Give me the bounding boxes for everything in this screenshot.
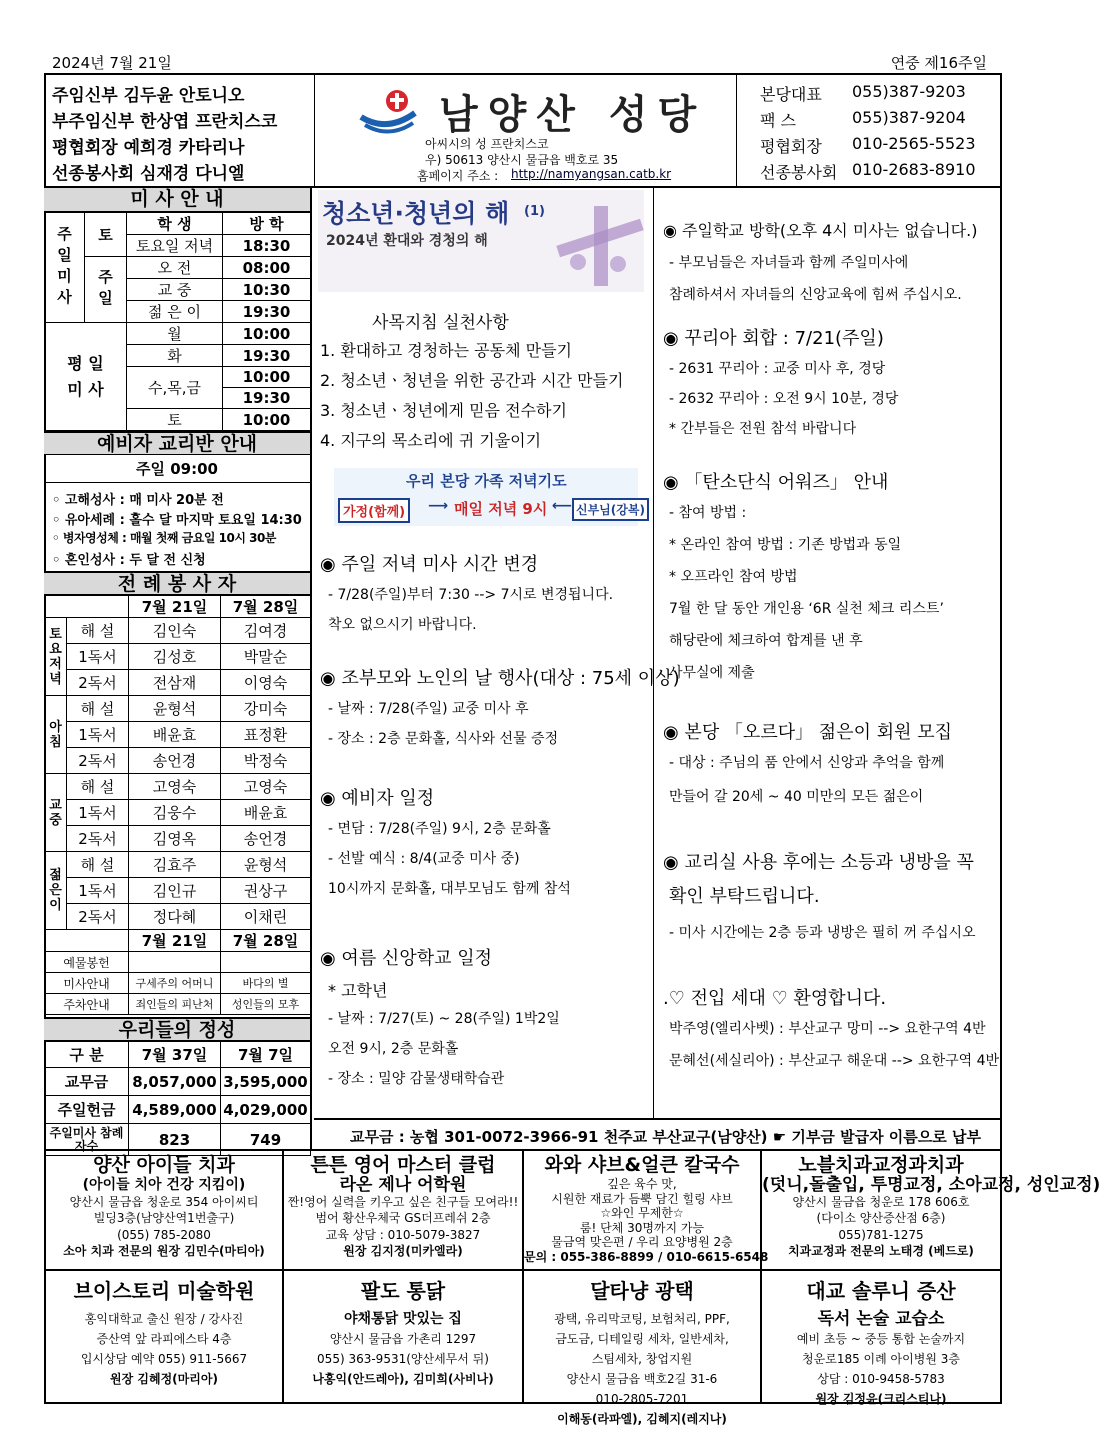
notice-line: - 대상 : 주님의 품 안에서 신앙과 추억을 함께: [669, 755, 945, 771]
guideline-item: 1. 환대하고 경청하는 공동체 만들기: [320, 341, 572, 360]
sacrament-note: ◦ 병자영성체 : 매월 첫째 금요일 10시 30분: [52, 531, 276, 545]
ad-line: 팔도 통닭: [360, 1279, 446, 1303]
server-date: 7월 21일: [129, 930, 221, 952]
ad-line: 양산시 물금읍 백호2길 31-6: [566, 1372, 718, 1386]
ad-line: 055) 363-9531(양산세무서 뒤): [317, 1352, 489, 1366]
weekday-name: 화: [127, 345, 223, 367]
ad-line: 와와 샤브&얼큰 칼국수: [544, 1154, 740, 1176]
middle-column: [314, 188, 680, 1118]
mass-table: [44, 212, 311, 431]
arrow-right-icon: ⟶: [428, 498, 449, 514]
ad-line: 원장 김정윤(크리스티나): [815, 1392, 947, 1406]
notice-line: 7월 한 달 동안 개인용 ‘6R 실천 체크 리스트’: [669, 601, 944, 617]
ad-line: 짠!영어 실력을 키우고 싶은 친구들 모여라!!: [287, 1194, 519, 1209]
arrow-left-icon: ⟵: [552, 498, 573, 514]
mass-time: 19:30: [223, 301, 311, 323]
ad-block: [762, 1271, 1000, 1406]
contact-list: [738, 75, 1000, 186]
ad-line: 라온 제나 어학원: [339, 1175, 467, 1195]
notice-heading: ◉ 여름 신앙학교 일정: [320, 948, 492, 969]
notice-line: 확인 부탁드립니다.: [669, 886, 820, 907]
left-column: [44, 188, 312, 1153]
ad-block: [284, 1271, 522, 1389]
contact-label: 본당대표: [760, 85, 822, 104]
ad-line: 010-2805-7201: [595, 1392, 689, 1406]
catechumen-title: 예비자 교리반 안내: [44, 431, 310, 455]
ad-line: 튼튼 영어 마스터 클럽: [310, 1154, 496, 1176]
server-name: 권상구: [221, 878, 311, 904]
notice-line: - 부모님들은 자녀들과 함께 주일미사에: [669, 255, 909, 271]
ad-block: [46, 1151, 282, 1269]
server-role: 1독서: [67, 800, 129, 826]
service-role: 미사안내: [45, 973, 129, 994]
offering-value: 8,057,000: [129, 1068, 221, 1096]
ad-line: ☆와인 무제한☆: [600, 1206, 684, 1220]
ad-line: 브이스토리 미술학원: [73, 1279, 255, 1303]
service-name: 구세주의 어머니: [129, 973, 221, 994]
ad-line: 소아 치과 전문의 원장 김민수(마티아): [63, 1244, 265, 1258]
prayer-title: 우리 본당 가족 저녁기도: [406, 472, 567, 490]
ad-line: 교육 상담 : 010-5079-3827: [325, 1227, 481, 1242]
mass-name: 교 중: [127, 279, 223, 301]
notice-line: 참례하셔서 자녀들의 신앙교육에 힘써 주십시오.: [669, 287, 962, 303]
notice-heading: ◉ 교리실 사용 후에는 소등과 냉방을 꼭: [663, 852, 974, 873]
guidelines-title: 사목지침 실천사항: [372, 313, 509, 333]
contact-label: 선종봉사회: [760, 163, 838, 182]
notice-line: 착오 없으시기 바랍니다.: [328, 617, 477, 633]
saturday-label: 토: [85, 213, 127, 257]
notice-line: 해당란에 체크하여 합계를 낸 후: [669, 633, 863, 649]
ad-line: 예비 초등 ~ 중등 통합 논술까지: [796, 1332, 966, 1346]
server-name: 김영옥: [129, 826, 221, 852]
ad-line: 깊은 육수 맛,: [607, 1177, 677, 1191]
contact-phone: 055)387-9204: [852, 108, 966, 127]
server-role: 2독서: [67, 670, 129, 696]
server-date: 7월 28일: [221, 930, 311, 952]
server-role: 2독서: [67, 748, 129, 774]
notice-line: - 날짜 : 7/28(주일) 교중 미사 후: [328, 701, 529, 717]
server-role: 해 설: [67, 774, 129, 800]
church-name: 남양산 성당: [439, 92, 707, 138]
ads-section: [44, 1151, 1100, 1426]
offering-value: 823: [129, 1124, 221, 1156]
server-group-label: 토요저녁: [45, 618, 67, 696]
server-role: 2독서: [67, 904, 129, 930]
mass-name: 젊 은 이: [127, 301, 223, 323]
server-name: 김여경: [221, 618, 311, 644]
contact-phone: 010-2683-8910: [852, 160, 976, 179]
ad-line: 광택, 유리막코팅, 보험처리, PPF,: [554, 1312, 730, 1326]
server-role: 1독서: [67, 722, 129, 748]
mass-time: 10:30: [223, 279, 311, 301]
notice-heading: ◉ 조부모와 노인의 날 행사(대상 : 75세 이상): [320, 668, 680, 689]
ad-line: 달타냥 광택: [590, 1279, 694, 1303]
servers-table: [44, 595, 311, 1015]
offering-value: 4,029,000: [221, 1096, 311, 1124]
notice-line: 10시까지 문화홀, 대부모님도 함께 참석: [328, 881, 571, 897]
server-group-label: 아침: [45, 696, 67, 774]
staff-list: [46, 75, 314, 186]
notice-heading: ◉ 예비자 일정: [320, 788, 435, 809]
ad-line: 홍익대학교 출신 원장 / 강사진: [84, 1312, 244, 1326]
ad-line: 증산역 앞 라피에스타 4층: [96, 1332, 232, 1346]
weekday-time: 19:30: [223, 388, 311, 409]
weekday-mass-label: 평 일 미 사: [45, 323, 127, 431]
offering-col: 구 분: [45, 1042, 129, 1068]
service-name: 바다의 별: [221, 973, 311, 994]
server-name: 김웅수: [129, 800, 221, 826]
ad-line: 이해동(라파엘), 김혜지(레지나): [557, 1412, 727, 1426]
notice-heading: ◉ 주일 저녁 미사 시간 변경: [320, 554, 539, 575]
evening-prayer-banner: [334, 468, 645, 526]
notice-heading: ◉ 「탄소단식 어워즈」 안내: [663, 472, 889, 493]
contact-label: 평협회장: [760, 137, 822, 156]
ad-line: 원장 김혜정(마리아): [110, 1372, 218, 1386]
ad-line: 대교 솔루니 증산: [806, 1279, 956, 1303]
ad-line: 청운로185 이례 아이병원 3층: [802, 1352, 960, 1366]
right-column: [655, 188, 1000, 1118]
weekday-name: 수,목,금: [127, 367, 223, 409]
banner-subtitle: 2024년 환대와 경청의 해: [326, 233, 488, 249]
server-group-label: 교중: [45, 774, 67, 852]
ad-line: (덧니,돌출입, 투명교정, 소아교정, 성인교정): [762, 1175, 1100, 1195]
notice-line: 만들어 갈 20세 ~ 40 미만의 모든 젊은이: [669, 789, 924, 805]
server-name: 윤형석: [129, 696, 221, 722]
church-logo-icon: [357, 87, 419, 135]
offering-table: [44, 1041, 311, 1156]
contact-phone: 055)387-9203: [852, 82, 966, 101]
homepage-link[interactable]: http://namyangsan.catb.kr: [511, 167, 672, 181]
server-date: 7월 21일: [129, 596, 221, 618]
ad-line: 상담 : 010-9458-5783: [817, 1372, 945, 1386]
service-name: 성인들의 모후: [221, 994, 311, 1015]
notice-line: - 미사 시간에는 2층 등과 냉방은 필히 꺼 주십시오: [669, 925, 976, 941]
offering-label: 교무금: [45, 1068, 129, 1096]
guideline-item: 3. 청소년ㆍ청년에게 믿음 전수하기: [320, 401, 567, 420]
ad-line: 치과교정과 전문의 노태경 (베드로): [788, 1244, 974, 1258]
ad-line: 나홍익(안드레아), 김미희(사비나): [312, 1372, 494, 1386]
banner-number: (1): [524, 204, 545, 219]
ad-line: 스팀세차, 창업지원: [591, 1352, 693, 1366]
notice-line: * 고학년: [328, 981, 388, 1000]
server-name: 전삼재: [129, 670, 221, 696]
service-name: [221, 952, 311, 973]
notice-line: - 2631 꾸리아 : 교중 미사 후, 경당: [669, 361, 886, 377]
youth-year-banner: [318, 190, 644, 292]
ad-block: [524, 1151, 769, 1269]
server-name: 송언경: [221, 826, 311, 852]
ad-line: 문의 : 055-386-8899 / 010-6615-6548: [524, 1249, 769, 1264]
ad-line: 양산 아이들 치과: [93, 1154, 235, 1176]
sacrament-notes: [44, 483, 310, 571]
server-name: 이채린: [221, 904, 311, 930]
server-role: 1독서: [67, 878, 129, 904]
weekday-time: 10:00: [223, 367, 311, 388]
ad-line: 야채통닭 맛있는 집: [344, 1311, 462, 1327]
mass-time: 08:00: [223, 257, 311, 279]
liturgical-week: 연중 제16주일: [890, 54, 987, 72]
server-name: 고영숙: [221, 774, 311, 800]
server-name: 강미숙: [221, 696, 311, 722]
mass-title: 미 사 안 내: [44, 188, 310, 212]
mass-col-student: 학 생: [127, 213, 223, 235]
weekday-name: 월: [127, 323, 223, 345]
prayer-family: 가정(함께): [338, 498, 410, 523]
ad-line: 양산시 물금읍 가촌리 1297: [329, 1332, 477, 1346]
notice-line: - 참여 방법 :: [669, 505, 747, 521]
notice-heading: ◉ 꾸리아 회합 : 7/21(주일): [663, 328, 884, 349]
ad-line: 독서 논술 교습소: [817, 1309, 945, 1329]
mass-time: 18:30: [223, 235, 311, 257]
notice-line: * 간부들은 전원 참석 바랍니다: [669, 421, 857, 437]
sacrament-note: ◦ 고해성사 : 매 미사 20분 전: [52, 493, 224, 508]
notice-heading: .♡ 전입 세대 ♡ 환영합니다.: [663, 988, 887, 1009]
ad-line: 양산시 물금읍 청운로 178 606호: [792, 1194, 970, 1209]
ad-line: 노블치과교정과치과: [798, 1154, 964, 1176]
homepage-label: 홈페이지 주소 :: [417, 169, 499, 183]
ad-line: (055) 785-2080: [117, 1227, 211, 1242]
sacrament-note: ◦ 유아세례 : 홀수 달 마지막 토요일 14:30: [52, 513, 302, 528]
catechumen-time: 주일 09:00: [44, 455, 310, 483]
server-name: 박말순: [221, 644, 311, 670]
church-patron: 아씨시의 성 프란치스코: [425, 137, 549, 151]
server-role: 1독서: [67, 644, 129, 670]
account-bar: [314, 1118, 1000, 1149]
server-name: 이영숙: [221, 670, 311, 696]
staff-line: 부주임신부 한상엽 프란치스코: [52, 112, 278, 132]
notice-line: - 장소 : 밀양 감물생태학습관: [328, 1071, 505, 1087]
cross-graphic-icon: [548, 206, 644, 286]
offering-label: 주일미사 참례자수: [45, 1124, 129, 1156]
server-name: 배윤효: [221, 800, 311, 826]
ad-line: 빌딩3층(남양산역1번출구): [93, 1211, 235, 1225]
notice-line: - 장소 : 2층 문화홀, 식사와 선물 증정: [328, 731, 559, 747]
notice-line: - 날짜 : 7/27(토) ~ 28(주일) 1박2일: [328, 1011, 560, 1027]
ad-line: 룸! 단체 30명까지 가능: [579, 1220, 705, 1235]
service-name: 죄인들의 피난처: [129, 994, 221, 1015]
server-role: 해 설: [67, 696, 129, 722]
church-address: 우) 50613 양산시 물금읍 백호로 35: [425, 153, 619, 167]
notice-line: - 2632 꾸리아 : 오전 9시 10분, 경당: [669, 391, 899, 407]
weekday-time: 10:00: [223, 409, 311, 431]
offering-col: 7월 37일: [129, 1042, 221, 1068]
notice-line: 사무실에 제출: [669, 665, 755, 681]
notice-heading: ◉ 주일학교 방학(오후 4시 미사는 없습니다.): [663, 221, 978, 240]
ad-block: [284, 1151, 522, 1269]
server-date: 7월 28일: [221, 596, 311, 618]
offering-value: 4,589,000: [129, 1096, 221, 1124]
sacrament-note: ◦ 혼인성사 : 두 달 전 신청: [52, 553, 206, 568]
server-name: 정다혜: [129, 904, 221, 930]
ad-line: (아이들 치아 건강 지킴이): [82, 1177, 246, 1193]
notice-line: 오전 9시, 2층 문화홀: [328, 1041, 459, 1057]
notice-line: - 7/28(주일)부터 7:30 --> 7시로 변경됩니다.: [328, 587, 614, 603]
service-name: [129, 952, 221, 973]
guideline-item: 2. 청소년ㆍ청년을 위한 공간과 시간 만들기: [320, 371, 624, 390]
service-role: 주차안내: [45, 994, 129, 1015]
sunday-mass-label: 주일미사: [45, 213, 85, 323]
notice-line: * 오프라인 참여 방법: [669, 569, 798, 585]
offering-col: 7월 7일: [221, 1042, 311, 1068]
ad-line: 양산시 물금읍 청운로 354 아이씨티: [69, 1194, 259, 1209]
ad-line: 물금역 맞은편 / 우리 요양병원 2층: [551, 1235, 733, 1249]
ad-line: 055)781-1275: [838, 1227, 924, 1242]
server-name: 김효주: [129, 852, 221, 878]
prayer-priest: 신부님(강복): [572, 498, 649, 521]
service-role: 예물봉헌: [45, 952, 129, 973]
server-name: 송언경: [129, 748, 221, 774]
prayer-time: 매일 저녁 9시: [454, 500, 548, 518]
notice-line: - 선발 예식 : 8/4(교중 미사 중): [328, 851, 520, 867]
server-role: 해 설: [67, 852, 129, 878]
ad-line: 시원한 재료가 듬뿍 담긴 힐링 샤브: [551, 1191, 733, 1206]
weekday-time: 19:30: [223, 345, 311, 367]
weekday-time: 10:00: [223, 323, 311, 345]
ad-line: 범어 황산우체국 GS더프레쉬 2층: [315, 1211, 491, 1225]
contact-phone: 010-2565-5523: [852, 134, 976, 153]
ad-block: [762, 1151, 1100, 1269]
weekday-name: 토: [127, 409, 223, 431]
server-name: 고영숙: [129, 774, 221, 800]
mass-name: 오 전: [127, 257, 223, 279]
tithe-account: 교무금 : 농협 301-0072-3966-91 천주교 부산교구(남양산) ☛ 기부금 발급자 이름으로 납부: [350, 1128, 981, 1146]
server-name: 표정환: [221, 722, 311, 748]
bulletin-date: 2024년 7월 21일: [52, 54, 172, 72]
server-name: 윤형석: [221, 852, 311, 878]
server-role: 해 설: [67, 618, 129, 644]
server-name: 김인숙: [129, 618, 221, 644]
staff-line: 선종봉사회 심재경 다니엘: [52, 164, 245, 184]
ad-line: (다이소 양산증산점 6층): [816, 1211, 946, 1225]
server-role: 2독서: [67, 826, 129, 852]
staff-line: 평협회장 예희경 카타리나: [52, 138, 245, 158]
server-name: 김인규: [129, 878, 221, 904]
contact-label: 팩 스: [760, 111, 796, 130]
ad-block: [524, 1271, 760, 1426]
offering-label: 주일헌금: [45, 1096, 129, 1124]
church-title-block: [314, 75, 737, 186]
ad-block: [46, 1271, 282, 1389]
offering-value: 3,595,000: [221, 1068, 311, 1096]
sunday-label: 주일: [85, 257, 127, 323]
banner-title: 청소년·청년의 해: [322, 199, 510, 228]
mass-col-vacation: 방 학: [223, 213, 311, 235]
notice-line: - 면담 : 7/28(주일) 9시, 2층 문화홀: [328, 821, 551, 837]
ad-line: 입시상담 예약 055) 911-5667: [80, 1352, 248, 1366]
offering-value: 749: [221, 1124, 311, 1156]
notice-line: 박주영(엘리사벳) : 부산교구 망미 --> 요한구역 4반: [669, 1021, 986, 1037]
notice-line: 문혜선(세실리아) : 부산교구 해운대 --> 요한구역 4반: [669, 1053, 1000, 1069]
header-box: [44, 73, 1002, 188]
notice-heading: ◉ 본당 「오르다」 젊은이 회원 모집: [663, 722, 952, 743]
server-name: 박정숙: [221, 748, 311, 774]
server-name: 김성호: [129, 644, 221, 670]
guideline-item: 4. 지구의 목소리에 귀 기울이기: [320, 431, 542, 450]
servers-title: 전 례 봉 사 자: [44, 571, 310, 595]
server-group-label: 젊은이: [45, 852, 67, 930]
server-name: 배윤효: [129, 722, 221, 748]
mass-name: 토요일 저녁: [127, 235, 223, 257]
offering-title: 우리들의 정성: [44, 1017, 310, 1041]
ad-line: 원장 김지정(미카엘라): [343, 1244, 463, 1258]
staff-line: 주임신부 김두윤 안토니오: [52, 86, 245, 106]
notice-line: * 온라인 참여 방법 : 기존 방법과 동일: [669, 537, 902, 553]
ad-line: 금도금, 디테일링 세차, 일반세차,: [555, 1332, 729, 1346]
